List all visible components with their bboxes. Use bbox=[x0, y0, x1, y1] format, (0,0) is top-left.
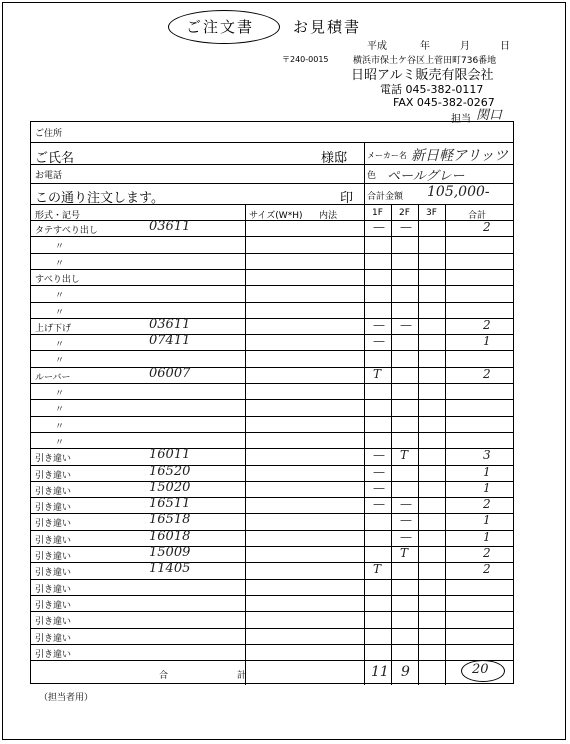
total-amount-label: 合計金額 bbox=[367, 192, 404, 202]
company-name: 日昭アルミ販売有限会社 bbox=[351, 68, 494, 83]
row-label: 引き違い bbox=[35, 568, 72, 579]
address-label: ご住所 bbox=[35, 129, 63, 139]
phone-label: お電話 bbox=[35, 171, 63, 181]
row-total: 2 bbox=[483, 366, 491, 381]
footer-label-b: 計 bbox=[237, 671, 247, 681]
row-2f: — bbox=[400, 529, 412, 544]
row-label: 〃 bbox=[55, 405, 65, 416]
row-label: 〃 bbox=[55, 258, 65, 269]
seal-label: 印 bbox=[340, 191, 354, 206]
row-code: 16511 bbox=[149, 496, 191, 512]
row-label: 引き違い bbox=[35, 486, 72, 497]
row-label: 〃 bbox=[55, 437, 65, 448]
company-tel: 電話 045-382-0117 bbox=[380, 83, 484, 96]
person-label: 担当 bbox=[451, 114, 471, 125]
row-total: 2 bbox=[483, 546, 491, 560]
date-day: 日 bbox=[500, 41, 510, 52]
date-year: 年 bbox=[420, 41, 430, 52]
row-code: 03611 bbox=[149, 219, 191, 234]
footer-label-a: 合 bbox=[159, 671, 169, 681]
row-label: 引き違い bbox=[35, 617, 72, 628]
row-label: 〃 bbox=[55, 389, 65, 399]
row-total: 1 bbox=[483, 480, 491, 495]
footer-2f-total: 9 bbox=[401, 664, 410, 680]
company-address: 横浜市保土ケ谷区上菅田町736番地 bbox=[353, 56, 497, 66]
row-code: 15009 bbox=[149, 545, 191, 560]
row-code: 11405 bbox=[149, 561, 191, 577]
row-label: 〃 bbox=[55, 421, 65, 432]
row-label: 〃 bbox=[55, 340, 65, 351]
col-1f: 1F bbox=[372, 208, 383, 218]
row-code: 07411 bbox=[149, 333, 191, 349]
row-code: 16011 bbox=[149, 447, 191, 463]
row-total: 2 bbox=[483, 562, 491, 577]
row-label: 引き違い bbox=[35, 519, 72, 530]
row-code: 06007 bbox=[149, 365, 191, 381]
sama-label: 様邸 bbox=[321, 151, 348, 166]
date-month: 月 bbox=[460, 41, 470, 52]
row-label: 〃 bbox=[55, 291, 65, 302]
row-label: 引き違い bbox=[35, 454, 72, 465]
row-1f: — bbox=[373, 220, 385, 234]
estimate-title: お見積書 bbox=[293, 18, 362, 36]
order-statement: この通り注文します。 bbox=[35, 191, 164, 206]
row-code: 16520 bbox=[149, 463, 191, 479]
color-label: 色 bbox=[367, 171, 377, 181]
row-2f: T bbox=[400, 546, 409, 560]
row-total: 1 bbox=[483, 513, 491, 528]
row-label: 引き違い bbox=[35, 584, 72, 595]
row-label: 〃 bbox=[55, 356, 65, 367]
row-label: タテすべり出し bbox=[35, 226, 98, 236]
row-2f: — bbox=[400, 513, 412, 528]
row-2f: — bbox=[400, 220, 412, 234]
order-form-table bbox=[30, 121, 514, 684]
date-era: 平成 bbox=[367, 41, 387, 52]
row-label: 引き違い bbox=[35, 470, 72, 481]
row-label: 引き違い bbox=[35, 600, 72, 611]
col-type: 形式・記号 bbox=[35, 211, 81, 221]
row-total: 3 bbox=[483, 448, 491, 463]
postal-code: 〒240-0015 bbox=[282, 55, 329, 64]
col-3f: 3F bbox=[426, 208, 437, 218]
row-label: 引き違い bbox=[35, 535, 72, 546]
row-label: 上げ下げ bbox=[35, 323, 72, 334]
footer-grand-total: 20 bbox=[472, 662, 489, 677]
col-size: サイズ(W*H) bbox=[249, 211, 303, 221]
row-label: すべり出し bbox=[35, 274, 80, 285]
row-total: 2 bbox=[483, 497, 491, 512]
company-fax: FAX 045-382-0267 bbox=[393, 96, 495, 109]
row-1f: — bbox=[373, 448, 385, 463]
row-label: 引き違い bbox=[35, 633, 72, 644]
row-label: 引き違い bbox=[35, 552, 72, 562]
row-code: 16018 bbox=[149, 528, 191, 544]
row-1f: — bbox=[373, 317, 385, 332]
row-label: 〃 bbox=[55, 242, 65, 253]
staff-note: （担当者用） bbox=[39, 693, 94, 703]
row-total: 1 bbox=[483, 334, 491, 349]
row-1f: — bbox=[373, 480, 385, 495]
row-total: 2 bbox=[483, 317, 491, 332]
row-total: 1 bbox=[483, 464, 491, 479]
maker-label: メーカー名 bbox=[367, 151, 407, 160]
col-2f: 2F bbox=[399, 208, 410, 218]
order-title: ご注文書 bbox=[186, 18, 255, 36]
row-2f: — bbox=[400, 317, 412, 332]
col-inner: 内法 bbox=[319, 211, 338, 221]
row-2f: T bbox=[400, 448, 409, 463]
row-label: 〃 bbox=[55, 307, 65, 318]
row-label: 引き違い bbox=[35, 649, 72, 660]
row-label: 引き違い bbox=[35, 503, 72, 514]
row-1f: — bbox=[373, 464, 385, 479]
row-total: 1 bbox=[483, 529, 491, 544]
maker-value: 新日軽アリッツ bbox=[411, 148, 508, 164]
color-value: ペールグレー bbox=[387, 169, 465, 184]
total-amount-value: 105,000- bbox=[427, 184, 490, 200]
col-total: 合計 bbox=[468, 211, 487, 221]
row-1f: T bbox=[373, 366, 382, 381]
footer-1f-total: 11 bbox=[371, 664, 389, 680]
row-code: 15020 bbox=[149, 479, 191, 495]
row-code: 16518 bbox=[149, 512, 191, 528]
row-1f: T bbox=[373, 562, 382, 577]
row-1f: — bbox=[373, 334, 385, 349]
row-total: 2 bbox=[483, 220, 491, 234]
row-1f: — bbox=[373, 497, 385, 512]
row-2f: — bbox=[400, 497, 412, 512]
name-label: ご氏名 bbox=[35, 151, 75, 166]
row-code: 03611 bbox=[149, 316, 191, 332]
row-label: ルーバー bbox=[35, 372, 71, 383]
person-signature: 関口 bbox=[476, 108, 503, 123]
